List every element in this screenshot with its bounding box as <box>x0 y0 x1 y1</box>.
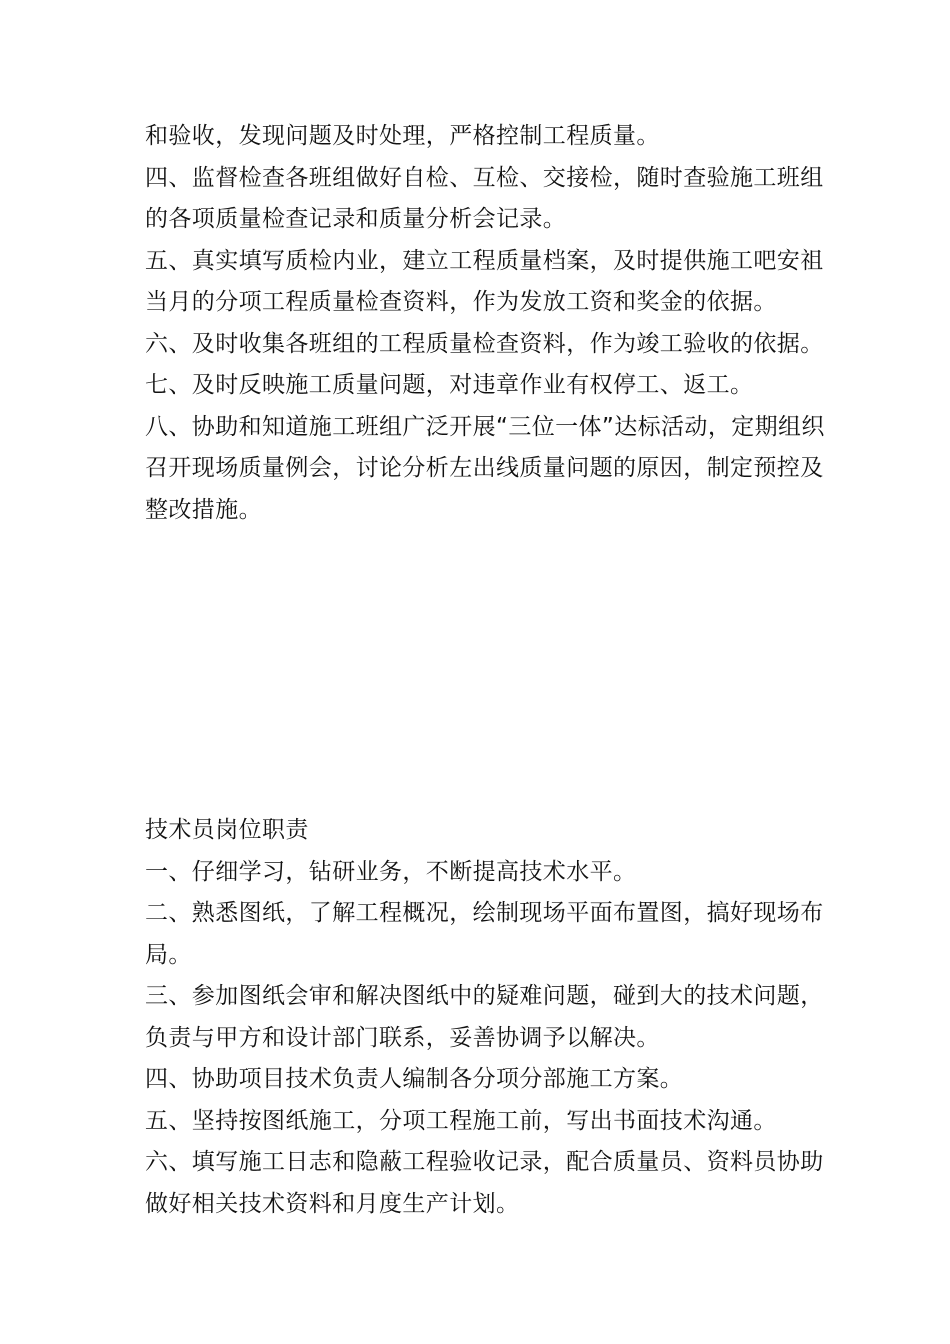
technician-paragraph-2: 二、熟悉图纸，了解工程概况，绘制现场平面布置图，搞好现场布局。 <box>145 900 824 968</box>
section-title: 技术员岗位职责 <box>145 817 309 843</box>
quality-paragraph-continuation: 和验收，发现问题及时处理，严格控制工程质量。 <box>145 123 660 149</box>
quality-paragraph-8: 八、协助和知道施工班组广泛开展“三位一体”达标活动，定期组织召开现场质量例会，讨论分析左出线质量问题的原因，制定预控及整改措施。 <box>145 413 825 523</box>
technician-paragraph-3: 三、参加图纸会审和解决图纸中的疑难问题，碰到大的技术问题，负责与甲方和设计部门联系，妥善协调予以解决。 <box>145 983 824 1051</box>
technician-paragraph-1: 一、仔细学习，钻研业务，不断提高技术水平。 <box>145 858 637 885</box>
quality-duties-section <box>145 116 825 531</box>
quality-paragraph-6: 六、及时收集各班组的工程质量检查资料，作为竣工验收的依据。 <box>145 330 824 357</box>
technician-duties-section <box>145 810 825 1225</box>
quality-paragraph-4: 四、监督检查各班组做好自检、互检、交接检，随时查验施工班组的各项质量检查记录和质量分析会记录。 <box>145 164 824 232</box>
quality-paragraph-7: 七、及时反映施工质量问题，对违章作业有权停工、返工。 <box>145 372 754 398</box>
technician-paragraph-5: 五、坚持按图纸施工，分项工程施工前，写出书面技术沟通。 <box>145 1107 777 1134</box>
quality-paragraph-5: 五、真实填写质检内业，建立工程质量档案，及时提供施工吧安祖当月的分项工程质量检查资料，作为发放工资和奖金的依据。 <box>145 247 824 315</box>
technician-paragraph-6: 六、填写施工日志和隐蔽工程验收记录，配合质量员、资料员协助做好相关技术资料和月度生产计划。 <box>145 1149 824 1217</box>
technician-paragraph-4: 四、协助项目技术负责人编制各分项分部施工方案。 <box>145 1066 684 1092</box>
